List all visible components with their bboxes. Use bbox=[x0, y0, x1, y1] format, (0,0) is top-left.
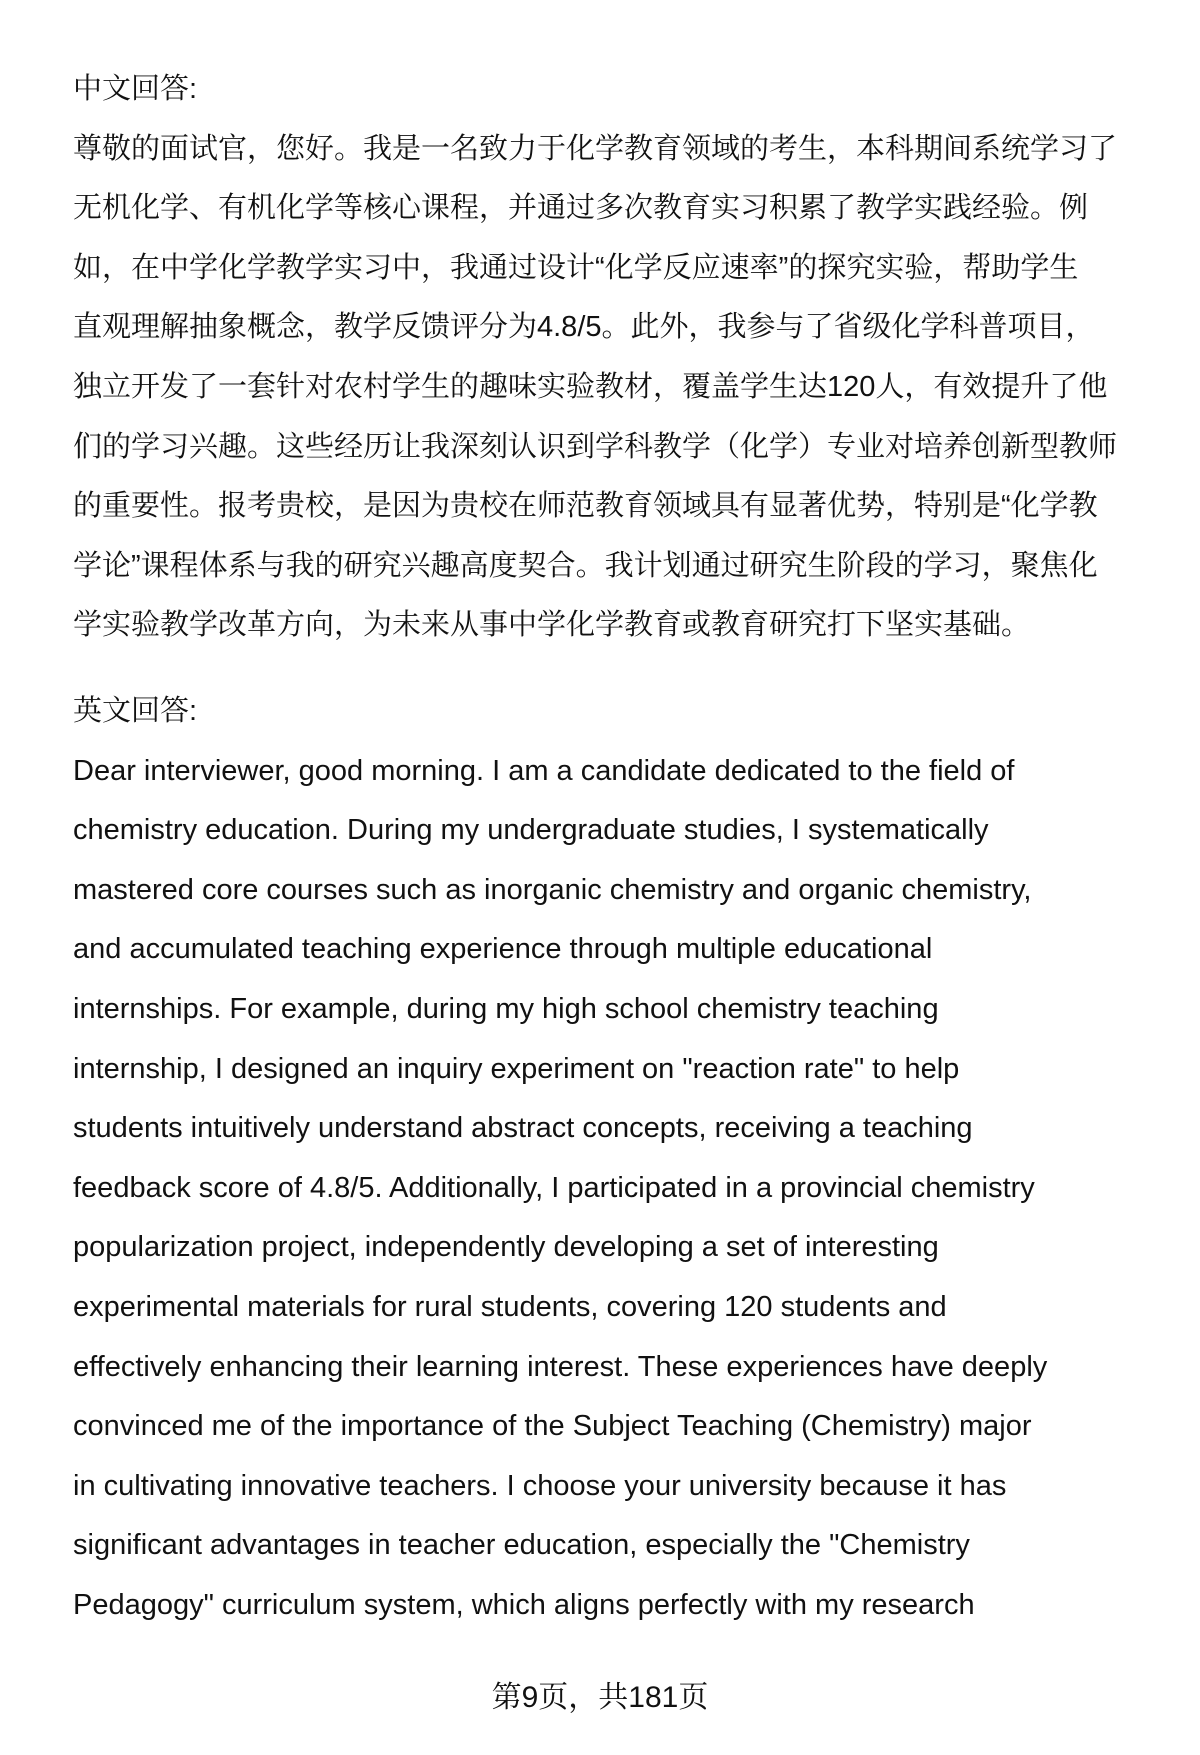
chinese-answer-heading: 中文回答: bbox=[73, 73, 198, 105]
english-text-line: Pedagogy" curriculum system, which aligns perfectly with my research bbox=[73, 1589, 975, 1621]
english-text-line: popularization project, independently developing a set of interesting bbox=[73, 1231, 939, 1264]
english-text-line: students intuitively understand abstract concepts, receiving a teaching bbox=[73, 1112, 973, 1145]
english-text-line: in cultivating innovative teachers. I choose your university because it has bbox=[73, 1469, 1007, 1502]
english-text-line: significant advantages in teacher education, especially the "Chemistry bbox=[73, 1529, 970, 1562]
chinese-text-line: 学实验教学改革方向，为未来从事中学化学教育或教育研究打下坚实基础。 bbox=[73, 609, 1031, 642]
english-text-line: and accumulated teaching experience through multiple educational bbox=[73, 933, 933, 966]
chinese-text-line: 独立开发了一套针对农村学生的趣味实验教材，覆盖学生达120人，有效提升了他 bbox=[73, 371, 1108, 403]
chinese-text-line: 的重要性。报考贵校，是因为贵校在师范教育领域具有显著优势，特别是“化学教 bbox=[73, 490, 1098, 523]
english-answer-heading: 英文回答: bbox=[73, 695, 198, 727]
chinese-text-line: 们的学习兴趣。这些经历让我深刻认识到学科教学（化学）专业对培养创新型教师 bbox=[73, 430, 1118, 463]
chinese-text-line: 直观理解抽象概念，教学反馈评分为4.8/5。此外，我参与了省级化学科普项目， bbox=[73, 311, 1095, 344]
page-number: 第9页，共181页 bbox=[491, 1681, 709, 1714]
english-text-line: effectively enhancing their learning interest. These experiences have deeply bbox=[73, 1350, 1048, 1383]
english-text-line: experimental materials for rural students, covering 120 students and bbox=[73, 1291, 947, 1323]
chinese-text-line: 无机化学、有机化学等核心课程，并通过多次教育实习积累了教学实践经验。例 bbox=[73, 192, 1089, 225]
english-text-line: feedback score of 4.8/5. Additionally, I participated in a provincial chemistry bbox=[73, 1171, 1035, 1204]
chinese-text-line: 如，在中学化学教学实习中，我通过设计“化学反应速率”的探究实验，帮助学生 bbox=[73, 251, 1079, 284]
english-text-line: internships. For example, during my high school chemistry teaching bbox=[73, 993, 939, 1025]
chinese-text-line: 尊敬的面试官，您好。我是一名致力于化学教育领域的考生，本科期间系统学习了 bbox=[73, 132, 1118, 165]
english-text-line: internship, I designed an inquiry experiment on "reaction rate" to help bbox=[73, 1052, 960, 1085]
english-text-line: mastered core courses such as inorganic chemistry and organic chemistry, bbox=[73, 873, 1032, 906]
chinese-text-line: 学论”课程体系与我的研究兴趣高度契合。我计划通过研究生阶段的学习，聚焦化 bbox=[73, 549, 1098, 582]
english-text-line: chemistry education. During my undergraduate studies, I systematically bbox=[73, 814, 989, 847]
english-text-line: Dear interviewer, good morning. I am a candidate dedicated to the field of bbox=[73, 754, 1015, 787]
english-text-line: convinced me of the importance of the Subject Teaching (Chemistry) major bbox=[73, 1410, 1032, 1443]
